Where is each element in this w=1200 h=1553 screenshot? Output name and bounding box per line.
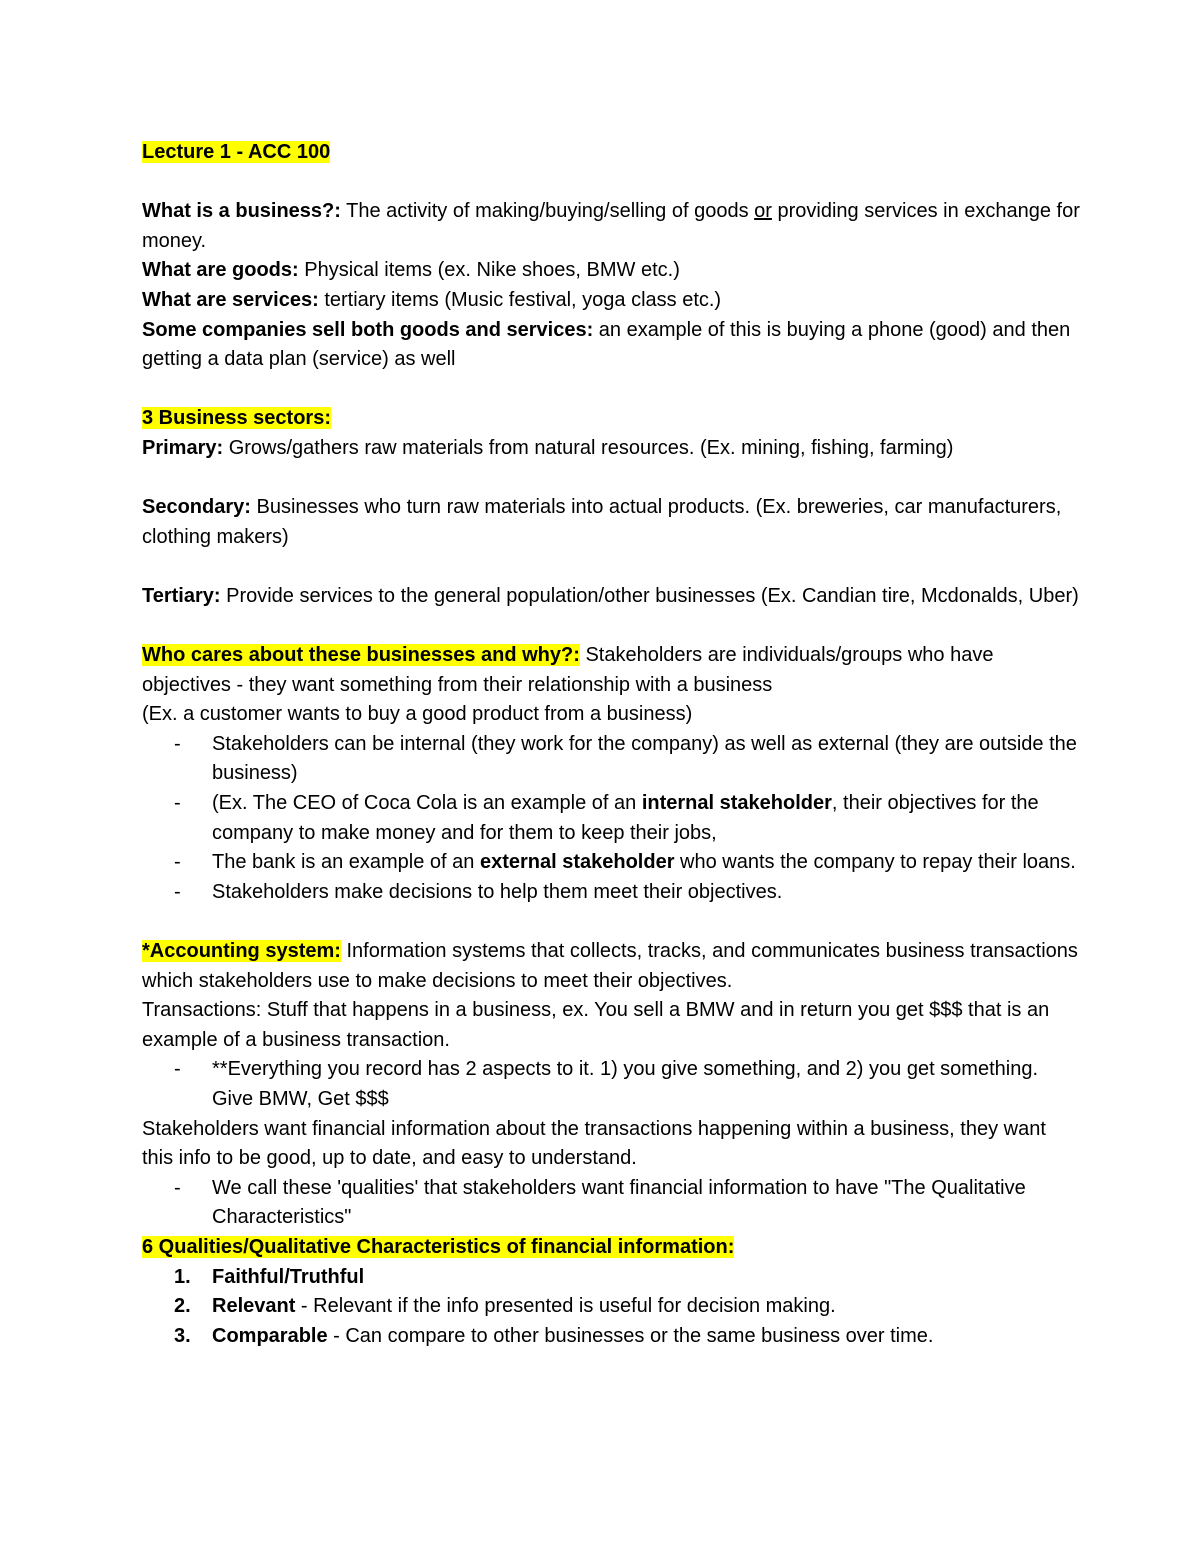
qualities-heading: 6 Qualities/Qualitative Characteristics of financial information: [142, 1235, 735, 1258]
spacer [142, 612, 1082, 642]
spacer [142, 552, 1082, 582]
spacer [142, 464, 1082, 494]
list-item: - The bank is an example of an external stakeholder who wants the company to repay their loans. [142, 848, 1082, 878]
list-item: - (Ex. The CEO of Coca Cola is an example of an internal stakeholder, their objectives for the company to make money and for them to keep their jobs, [142, 789, 1082, 848]
number-marker: 1. [174, 1265, 191, 1288]
accounting-system: *Accounting system: Information systems that collects, tracks, and communicates business transactions which stakeholders use to make decisions to meet their objectives. [142, 940, 1078, 992]
both-definition: Some companies sell both goods and services: an example of this is buying a phone (good) and then getting a data plan (service) as well [142, 318, 1071, 371]
services-definition: What are services: tertiary items (Music festival, yoga class etc.) [142, 288, 722, 311]
spacer [142, 907, 1082, 937]
bullet-marker: - [174, 1176, 181, 1199]
spacer [142, 168, 1082, 198]
doc-title: Lecture 1 - ACC 100 [142, 141, 331, 163]
transactions-definition: Transactions: Stuff that happens in a business, ex. You sell a BMW and in return you get $$$ that is an example of a business transaction. [142, 999, 1050, 1051]
sector-primary: Primary: Grows/gathers raw materials from natural resources. (Ex. mining, fishing, farming) [142, 436, 954, 459]
document-page [142, 138, 1082, 1351]
bullet-marker: - [174, 851, 181, 874]
list-item: - **Everything you record has 2 aspects to it. 1) you give something, and 2) you get something. Give BMW, Get $$$ [142, 1055, 1082, 1114]
number-marker: 2. [174, 1295, 191, 1318]
sectors-heading: 3 Business sectors: [142, 407, 331, 430]
stakeholders-example: (Ex. a customer wants to buy a good product from a business) [142, 703, 693, 726]
bullet-marker: - [174, 1058, 181, 1081]
bullet-marker: - [174, 880, 181, 903]
sector-secondary: Secondary: Businesses who turn raw materials into actual products. (Ex. breweries, car manufacturers, clothing makers) [142, 496, 1062, 548]
sector-tertiary: Tertiary: Provide services to the general population/other businesses (Ex. Candian tire, Mcdonalds, Uber) [142, 584, 1079, 607]
list-item: - Stakeholders can be internal (they work for the company) as well as external (they are outside the business) [142, 730, 1082, 789]
number-marker: 3. [174, 1324, 191, 1347]
bullet-marker: - [174, 732, 181, 755]
stakeholders-want: Stakeholders want financial information about the transactions happening within a business, they want this info to be good, up to date, and easy to understand. [142, 1117, 1046, 1170]
goods-definition: What are goods: Physical items (ex. Nike shoes, BMW etc.) [142, 259, 680, 282]
numbered-item: 2. Relevant - Relevant if the info presented is useful for decision making. [142, 1292, 1082, 1322]
stakeholders-intro: Who cares about these businesses and why?: Stakeholders are individuals/groups who have objectives - they want something from their relationship with a business [142, 644, 994, 696]
list-item: - We call these 'qualities' that stakeholders want financial information to have "The Qualitative Characteristics" [142, 1174, 1082, 1233]
list-item: - Stakeholders make decisions to help them meet their objectives. [142, 878, 1082, 908]
numbered-item: 1. Faithful/Truthful [142, 1263, 1082, 1293]
numbered-item: 3. Comparable - Can compare to other businesses or the same business over time. [142, 1322, 1082, 1352]
spacer [142, 375, 1082, 405]
bullet-marker: - [174, 792, 181, 815]
business-definition: What is a business?: The activity of making/buying/selling of goods or providing services in exchange for money. [142, 200, 1080, 252]
